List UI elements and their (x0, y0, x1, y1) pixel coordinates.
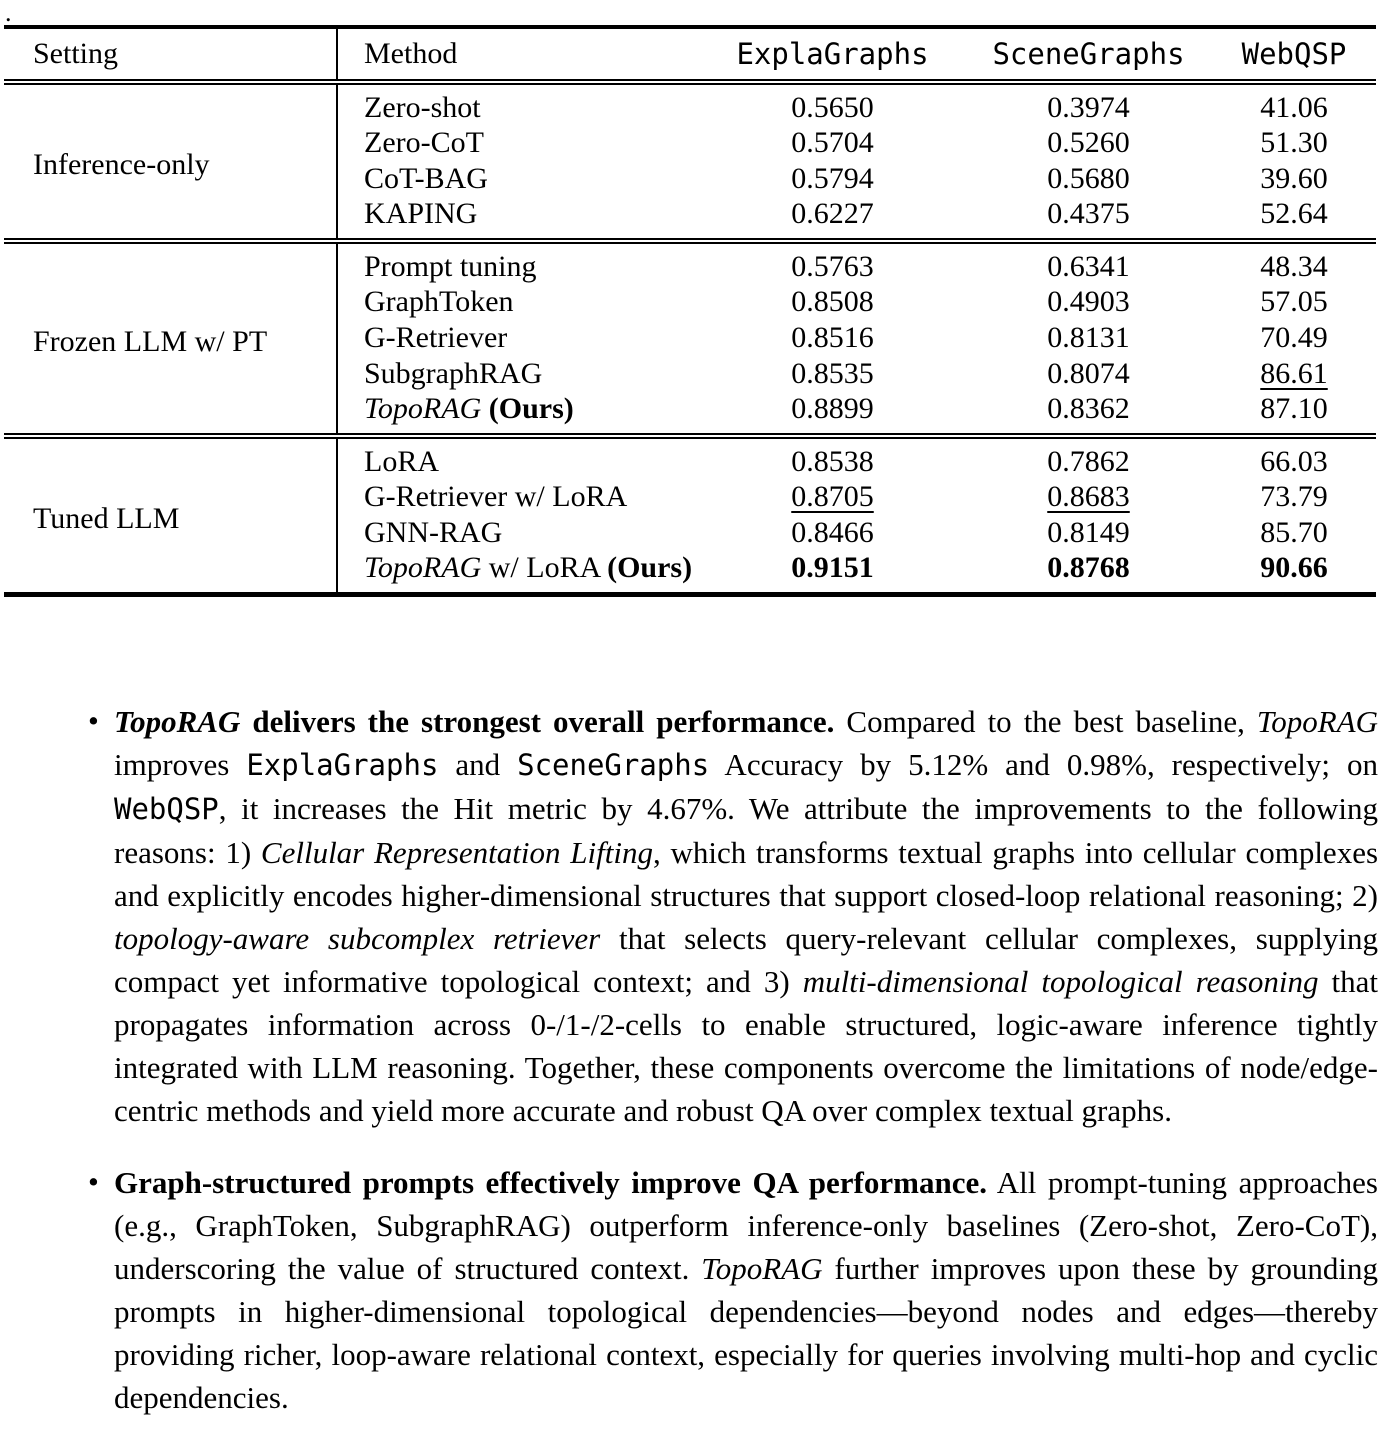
text-run: 0.8705 (791, 480, 874, 513)
text-run: 0.5650 (791, 91, 874, 124)
value-cell (1212, 392, 1376, 436)
text-run: 0.6341 (1047, 250, 1130, 283)
table-header (4, 27, 1376, 82)
method-cell (337, 284, 700, 320)
text-run: 0.7862 (1047, 445, 1130, 478)
text-run: 0.5794 (791, 162, 874, 195)
text-run: 86.61 (1260, 357, 1328, 390)
value-cell (1212, 515, 1376, 551)
text-run: TopoRAG (364, 392, 482, 425)
value-cell (1212, 436, 1376, 479)
value-cell (965, 356, 1212, 392)
table-row (4, 82, 1376, 125)
value-cell (700, 161, 965, 197)
text-run: 0.8131 (1047, 321, 1130, 354)
text-run: Zero-CoT (364, 126, 484, 159)
value-cell (700, 392, 965, 436)
text-run: 87.10 (1260, 392, 1328, 425)
text-run: multi-dimensional topological reasoning (802, 964, 1319, 999)
text-run: 0.8466 (791, 516, 874, 549)
method-cell (337, 82, 700, 125)
text-run: 52.64 (1260, 197, 1328, 230)
bullet-item (0, 700, 1380, 1132)
method-cell (337, 161, 700, 197)
text-run: 0.8899 (791, 392, 874, 425)
text-run: 0.8683 (1047, 480, 1130, 513)
setting-cell: Frozen LLM w/ PT (33, 324, 268, 358)
text-run: GraphToken (364, 285, 514, 318)
text-run: G-Retriever (364, 321, 508, 354)
text-run: 0.4903 (1047, 285, 1130, 318)
setting-cell: Inference-only (33, 147, 210, 181)
text-run: 0.8074 (1047, 357, 1130, 390)
value-cell (700, 197, 965, 241)
text-run: 0.6227 (791, 197, 874, 230)
value-cell (1212, 125, 1376, 161)
method-cell (337, 241, 700, 284)
text-run: 0.8508 (791, 285, 874, 318)
text-run: WebQSP (114, 792, 219, 826)
value-cell (1212, 320, 1376, 356)
text-run: SubgraphRAG (364, 357, 543, 390)
results-table (4, 25, 1376, 597)
table-group (4, 82, 1376, 241)
method-cell (337, 436, 700, 479)
value-cell (965, 82, 1212, 125)
text-run: LoRA (364, 445, 439, 478)
method-cell (337, 197, 700, 241)
value-cell (700, 436, 965, 479)
text-run: 57.05 (1260, 285, 1328, 318)
method-cell (337, 125, 700, 161)
col-header-setting: Setting (33, 37, 119, 70)
value-cell (700, 125, 965, 161)
value-cell (965, 551, 1212, 595)
text-run: 70.49 (1260, 321, 1328, 354)
value-cell (1212, 161, 1376, 197)
text-run: Compared to the best baseline, (834, 704, 1257, 739)
text-run: 0.8535 (791, 357, 874, 390)
text-run: 90.66 (1260, 551, 1328, 584)
text-run: 0.4375 (1047, 197, 1130, 230)
value-cell (700, 479, 965, 515)
value-cell (965, 392, 1212, 436)
text-run: SceneGraphs (517, 748, 710, 782)
text-run: TopoRAG (701, 1251, 823, 1286)
bullet-item (0, 1161, 1380, 1419)
value-cell (700, 82, 965, 125)
text-run: 51.30 (1260, 126, 1328, 159)
value-cell (700, 356, 965, 392)
method-cell (337, 320, 700, 356)
bullet-marker: • (88, 703, 99, 738)
text-run: 0.5680 (1047, 162, 1130, 195)
text-run: 73.79 (1260, 480, 1328, 513)
text-run: 0.8538 (791, 445, 874, 478)
bullet-text (114, 704, 1378, 1128)
value-cell (700, 320, 965, 356)
col-header-webqsp: WebQSP (1241, 37, 1347, 71)
text-run: 0.8362 (1047, 392, 1130, 425)
text-run: 0.8149 (1047, 516, 1130, 549)
table-row (4, 436, 1376, 479)
value-cell (965, 241, 1212, 284)
text-run: GNN-RAG (364, 516, 503, 549)
text-run: w/ LoRA (481, 551, 608, 584)
text-run: Prompt tuning (364, 250, 537, 283)
value-cell (965, 515, 1212, 551)
text-run: , it increases the Hit metric by 4.67%. We attribute the improvements to the following reasons: 1) (114, 791, 1378, 870)
text-run: KAPING (364, 197, 478, 230)
value-cell (965, 125, 1212, 161)
col-header-scenegraphs: SceneGraphs (992, 37, 1185, 71)
text-run: Zero-shot (364, 91, 481, 124)
value-cell (965, 436, 1212, 479)
text-run: 0.8516 (791, 321, 874, 354)
text-run: All prompt-tuning approaches (e.g., GraphToken, SubgraphRAG) outperform inference-only baselines (Zero-shot, Zero-CoT), underscoring the value of structured context. (114, 1165, 1378, 1286)
text-run: 39.60 (1260, 162, 1328, 195)
text-run: G-Retriever w/ LoRA (364, 480, 628, 513)
text-run: 0.8768 (1047, 551, 1130, 584)
text-run: improves (114, 747, 247, 782)
text-run: (Ours) (607, 551, 693, 584)
value-cell (700, 551, 965, 595)
text-run: ExplaGraphs (246, 748, 439, 782)
col-header-method: Method (337, 27, 700, 82)
table-header-row (4, 27, 1376, 82)
text-run: delivers the strongest overall performance. (240, 704, 835, 739)
text-run: 0.5704 (791, 126, 874, 159)
text-run: (Ours) (488, 392, 574, 425)
value-cell (700, 241, 965, 284)
text-run: 48.34 (1260, 250, 1328, 283)
method-cell (337, 392, 700, 436)
text-run: 0.5260 (1047, 126, 1130, 159)
text-run: CoT-BAG (364, 162, 488, 195)
text-run: 66.03 (1260, 445, 1328, 478)
setting-cell: Tuned LLM (33, 501, 180, 535)
text-run: that propagates information across 0-/1-/2-cells to enable structured, logic-aware inference tightly integrated with LLM reasoning. Together, these components overcome the limitations of node/edge-centric methods and yield more accurate and robust QA over complex textual graphs. (114, 964, 1378, 1128)
value-cell (1212, 82, 1376, 125)
text-run: 0.9151 (791, 551, 874, 584)
value-cell (1212, 284, 1376, 320)
value-cell (965, 320, 1212, 356)
table-group (4, 436, 1376, 595)
text-run: that selects query-relevant cellular complexes, supplying compact yet informative topological context; and 3) (114, 921, 1378, 999)
value-cell (1212, 241, 1376, 284)
text-run: and (438, 747, 518, 782)
value-cell (965, 284, 1212, 320)
method-cell (337, 551, 700, 595)
text-run: TopoRAG (1256, 704, 1378, 739)
text-run: topology-aware subcomplex retriever (114, 921, 601, 956)
value-cell (965, 479, 1212, 515)
text-run: Cellular Representation Lifting (260, 835, 653, 870)
text-run: Accuracy by 5.12% and 0.98%, respectively; on (709, 747, 1378, 782)
value-cell (700, 284, 965, 320)
value-cell (1212, 479, 1376, 515)
bullet-text (114, 1165, 1378, 1415)
bullet-marker: • (88, 1164, 99, 1199)
method-cell (337, 515, 700, 551)
bullet-list (0, 700, 1380, 1448)
method-cell (337, 479, 700, 515)
method-cell (337, 356, 700, 392)
stray-period: . (5, 0, 12, 27)
text-run: 41.06 (1260, 91, 1328, 124)
value-cell (1212, 551, 1376, 595)
table-group (4, 241, 1376, 436)
text-run: TopoRAG (114, 704, 241, 739)
text-run: Graph-structured prompts effectively improve QA performance. (114, 1165, 987, 1200)
value-cell (700, 515, 965, 551)
text-run: TopoRAG (364, 551, 482, 584)
text-run: 0.5763 (791, 250, 874, 283)
text-run: 0.3974 (1047, 91, 1130, 124)
table-row (4, 241, 1376, 284)
value-cell (1212, 356, 1376, 392)
value-cell (1212, 197, 1376, 241)
text-run: , which transforms textual graphs into cellular complexes and explicitly encodes higher-dimensional structures that support closed-loop relational reasoning; 2) (114, 835, 1379, 913)
text-run: 85.70 (1260, 516, 1328, 549)
text-run (481, 392, 489, 425)
col-header-explagraphs: ExplaGraphs (736, 37, 929, 71)
value-cell (965, 161, 1212, 197)
value-cell (965, 197, 1212, 241)
text-run: further improves upon these by grounding prompts in higher-dimensional topological dependencies—beyond nodes and edges—thereby providing richer, loop-aware relational context, especially for queries involving multi-hop and cyclic dependencies. (114, 1251, 1378, 1415)
